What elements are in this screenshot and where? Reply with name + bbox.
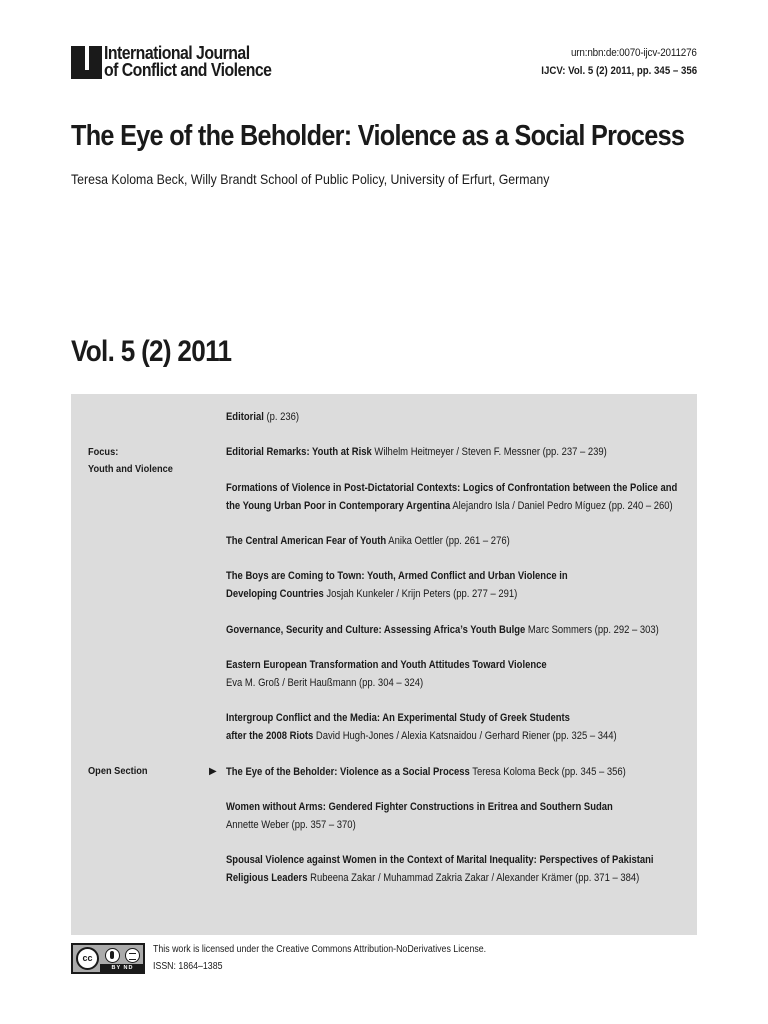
license-footer — [71, 941, 532, 975]
toc-entry-title: Governance, Security and Culture: Assessing Africa’s Youth Bulge — [226, 624, 526, 636]
creative-commons-badge-icon[interactable] — [71, 943, 145, 974]
toc-entry-details: Rubeena Zakar / Muhammad Zakria Zakar / Alexander Krämer (pp. 371 – 384) — [307, 872, 640, 884]
toc-entry-spousal-violence[interactable] — [226, 851, 673, 887]
article-title: The Eye of the Beholder: Violence as a Social Process — [71, 120, 685, 152]
toc-entry-details: Eva M. Groß / Berit Haußmann (pp. 304 – 324) — [226, 677, 424, 689]
toc-entry-details: Teresa Koloma Beck (pp. 345 – 356) — [469, 766, 626, 778]
attribution-icon — [105, 948, 120, 963]
license-text-block — [153, 941, 486, 975]
license-statement: This work is licensed under the Creative Commons Attribution-NoDerivatives License. — [153, 944, 487, 955]
toc-entry-details: Alejandro Isla / Daniel Pedro Míguez (pp. 240 – 260) — [450, 500, 673, 512]
no-derivatives-icon — [125, 948, 140, 963]
toc-entry-details: David Hugh-Jones / Alexia Katsnaidou / Gerhard Riener (pp. 325 – 344) — [313, 730, 617, 742]
focus-section-label — [88, 444, 173, 478]
toc-entry-title-cont: the Young Urban Poor in Contemporary Argentina — [226, 500, 451, 512]
open-section-label: Open Section — [88, 765, 148, 777]
journal-name — [104, 45, 271, 79]
toc-entry-title: Intergroup Conflict and the Media: An Experimental Study of Greek Students — [226, 712, 570, 724]
toc-entry-details: Marc Sommers (pp. 292 – 303) — [525, 624, 659, 636]
toc-entry-details: Annette Weber (pp. 357 – 370) — [226, 819, 356, 831]
toc-entry-central-american[interactable] — [226, 532, 673, 550]
table-of-contents — [71, 394, 697, 935]
toc-entry-intergroup-conflict[interactable] — [226, 709, 673, 745]
journal-logo-icon — [71, 46, 102, 79]
journal-masthead — [71, 44, 294, 80]
toc-entry-details: Anika Oettler (pp. 261 – 276) — [386, 535, 510, 547]
journal-name-line1: International Journal — [104, 43, 250, 63]
journal-name-line2: of Conflict and Violence — [104, 60, 272, 80]
volume-heading: Vol. 5 (2) 2011 — [71, 335, 232, 368]
toc-entry-governance-security[interactable] — [226, 621, 673, 639]
toc-entry-title-cont: after the 2008 Riots — [226, 730, 314, 742]
issn: ISSN: 1864–1385 — [153, 961, 223, 972]
toc-entry-title: Editorial — [226, 411, 264, 423]
toc-entry-details: (p. 236) — [263, 411, 300, 423]
toc-entry-title: Spousal Violence against Women in the Context of Marital Inequality: Perspectives of Pakistani — [226, 854, 654, 866]
author-affiliation: Teresa Koloma Beck, Willy Brandt School of Public Policy, University of Erfurt, Germany — [71, 171, 550, 187]
cc-badge-strip: BY ND — [100, 964, 145, 972]
toc-entry-title-cont: Developing Countries — [226, 588, 324, 600]
toc-entry-title-cont: Religious Leaders — [226, 872, 308, 884]
toc-entry-details: Wilhelm Heitmeyer / Steven F. Messner (pp. 237 – 239) — [371, 446, 607, 458]
toc-entry-formations-of-violence[interactable] — [226, 479, 678, 515]
toc-entry-title: Editorial Remarks: Youth at Risk — [226, 446, 372, 458]
toc-entry-details: Josjah Kunkeler / Krijn Peters (pp. 277 – 291) — [323, 588, 518, 600]
toc-entry-boys-coming-to-town[interactable] — [226, 567, 673, 603]
toc-entry-title: The Central American Fear of Youth — [226, 535, 387, 547]
current-article-arrow-icon: ▶ — [209, 766, 217, 777]
focus-topic: Youth and Violence — [88, 463, 173, 475]
toc-entry-editorial[interactable] — [226, 408, 673, 426]
focus-label: Focus: — [88, 446, 119, 458]
toc-entry-women-without-arms[interactable] — [226, 798, 673, 834]
toc-entry-eastern-european[interactable] — [226, 656, 673, 692]
toc-entry-title: Eastern European Transformation and Youth Attitudes Toward Violence — [226, 659, 547, 671]
toc-entry-editorial-remarks[interactable] — [226, 443, 673, 461]
toc-entry-title: Formations of Violence in Post-Dictatorial Contexts: Logics of Confrontation between the Police and — [226, 482, 678, 494]
toc-entry-title: Women without Arms: Gendered Fighter Constructions in Eritrea and Southern Sudan — [226, 801, 613, 813]
issue-citation: IJCV: Vol. 5 (2) 2011, pp. 345 – 356 — [541, 65, 697, 77]
urn-identifier: urn:nbn:de:0070-ijcv-2011276 — [571, 47, 697, 59]
cc-icon: cc — [76, 947, 99, 970]
toc-entry-title: The Boys are Coming to Town: Youth, Armed Conflict and Urban Violence in — [226, 570, 568, 582]
toc-entry-eye-of-beholder[interactable] — [226, 763, 673, 781]
toc-entry-title: The Eye of the Beholder: Violence as a Social Process — [226, 766, 470, 778]
